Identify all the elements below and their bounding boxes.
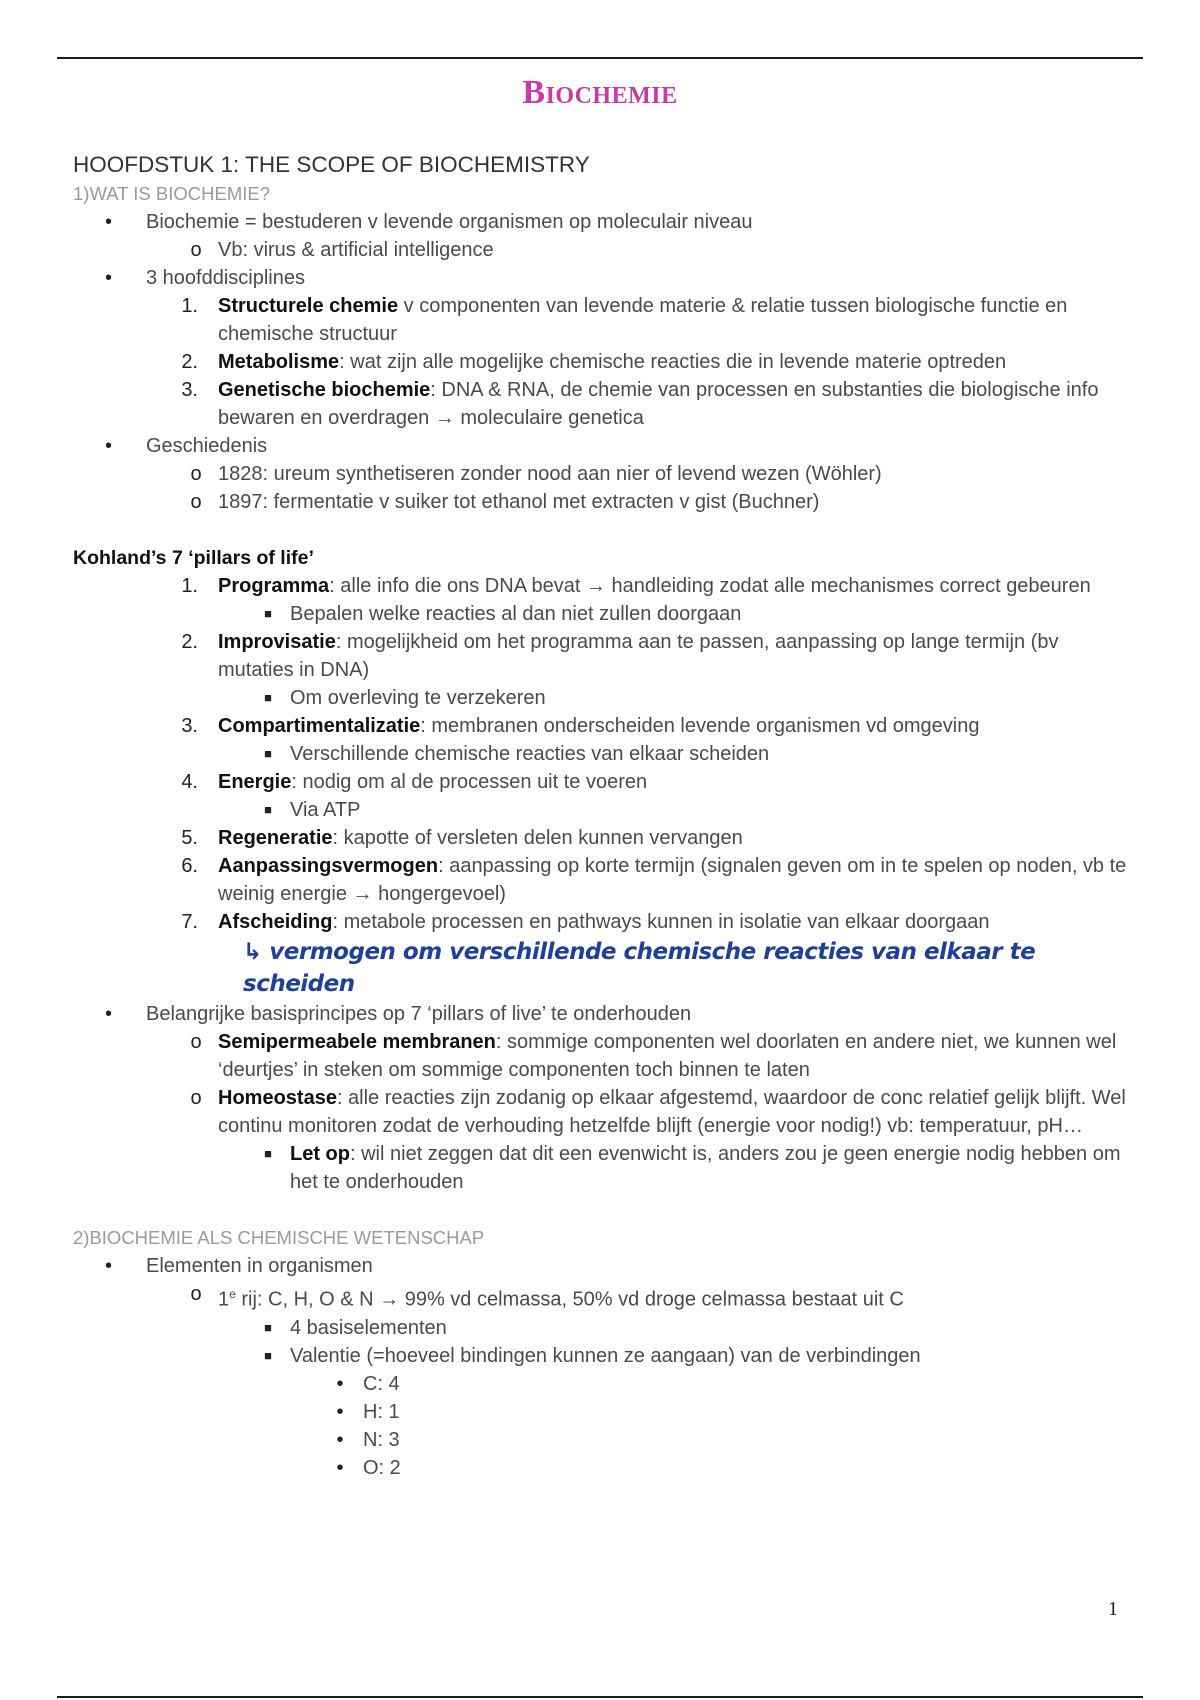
term: Genetische biochemie xyxy=(218,379,431,401)
square-bullet-icon: ■ xyxy=(264,1146,272,1161)
list-item: • C: 4 xyxy=(73,1370,1133,1398)
bullet-icon: • xyxy=(105,267,113,289)
list-item: • Geschiedenis xyxy=(73,432,1133,460)
list-item: 6. Aanpassingsvermogen: aanpassing op korte termijn (signalen geven om in te spelen op noden, vb te weinig energie → hongergevoel) xyxy=(181,855,1127,905)
term: Homeostase xyxy=(218,1087,337,1109)
list-item: o Vb: virus & artificial intelligence xyxy=(73,236,1133,264)
list-item: ■ Let op: wil niet zeggen dat dit een evenwicht is, anders zou je geen energie nodig hebben om het te onderhouden xyxy=(73,1140,1133,1196)
document-title: Biochemie xyxy=(522,74,678,111)
list-item: 1. Structurele chemie v componenten van levende materie & relatie tussen biologische functie en chemische structuur xyxy=(181,295,1068,345)
list-item: • Biochemie = bestuderen v levende organismen op moleculair niveau xyxy=(73,208,1133,236)
bullet-icon: • xyxy=(336,1428,344,1451)
list-item: • H: 1 xyxy=(73,1398,1133,1426)
term: Semipermeabele membranen xyxy=(218,1031,496,1053)
list-item: • Elementen in organismen xyxy=(73,1252,1133,1280)
circle-bullet-icon: o xyxy=(190,1087,202,1109)
handwritten-note: ↳ vermogen om verschillende chemische reacties van elkaar te scheiden xyxy=(243,939,1036,997)
section-heading-1: 1)WAT IS BIOCHEMIE? xyxy=(73,183,271,204)
list-item: 4. Energie: nodig om al de processen uit te voeren xyxy=(181,771,648,793)
square-bullet-icon: ■ xyxy=(264,690,272,705)
term: Afscheiding xyxy=(218,911,333,933)
term: Let op xyxy=(290,1143,350,1165)
bullet-icon: • xyxy=(105,1255,113,1277)
term: Energie xyxy=(218,771,292,793)
square-bullet-icon: ■ xyxy=(264,746,272,761)
bullet-icon: • xyxy=(336,1456,344,1479)
bullet-icon: • xyxy=(336,1400,344,1423)
term: Structurele chemie xyxy=(218,295,399,317)
list-item: o Homeostase: alle reacties zijn zodanig op elkaar afgestemd, waardoor de conc relatief gelijk blijft. Wel continu monitoren zodat de verhouding hetzelfde blijft (energie voor nodig!) vb: temperatuur, pH… xyxy=(73,1084,1133,1140)
circle-bullet-icon: o xyxy=(190,239,202,261)
square-bullet-icon: ■ xyxy=(264,1319,272,1335)
circle-bullet-icon: o xyxy=(190,1031,202,1053)
list-item: • Belangrijke basisprincipes op 7 ‘pillars of live’ te onderhouden xyxy=(73,1000,1133,1028)
circle-bullet-icon: o xyxy=(190,491,202,513)
list-item: 3. Compartimentalizatie: membranen onderscheiden levende organismen vd omgeving xyxy=(181,715,980,737)
list-item: ■ Om overleving te verzekeren xyxy=(73,684,1133,712)
bottom-rule xyxy=(57,1696,1143,1698)
bullet-icon: • xyxy=(105,1003,113,1025)
top-rule xyxy=(57,57,1143,59)
pillars-heading: Kohland’s 7 ‘pillars of life’ xyxy=(73,547,314,569)
bullet-icon: • xyxy=(336,1372,344,1395)
list-item: o 1e rij: C, H, O & N → 99% vd celmassa, 50% vd droge celmassa bestaat uit C xyxy=(73,1280,1133,1314)
page-number: 1 xyxy=(1108,1598,1118,1620)
circle-bullet-icon: o xyxy=(190,1283,202,1305)
list-item: ■ Valentie (=hoeveel bindingen kunnen ze aangaan) van de verbindingen xyxy=(73,1342,1133,1370)
term: Metabolisme xyxy=(218,351,340,373)
list-item: ■ 4 basiselementen xyxy=(73,1314,1133,1342)
list-item: • N: 3 xyxy=(73,1426,1133,1454)
term: Compartimentalizatie xyxy=(218,715,421,737)
list-item: 5. Regeneratie: kapotte of versleten delen kunnen vervangen xyxy=(181,827,743,849)
list-item: o 1897: fermentatie v suiker tot ethanol met extracten v gist (Buchner) xyxy=(73,488,1133,516)
term: Aanpassingsvermogen xyxy=(218,855,439,877)
list-item: ■ Verschillende chemische reacties van elkaar scheiden xyxy=(73,740,1133,768)
list-item: 3. Genetische biochemie: DNA & RNA, de chemie van processen en substanties die biologische info bewaren en overdragen → moleculaire genetica xyxy=(181,379,1099,429)
term: Programma xyxy=(218,575,330,597)
term: Regeneratie xyxy=(218,827,333,849)
square-bullet-icon: ■ xyxy=(264,802,272,817)
bullet-icon: • xyxy=(105,211,113,233)
list-item: 2. Improvisatie: mogelijkheid om het programma aan te passen, aanpassing op lange termijn (bv mutaties in DNA) xyxy=(181,631,1059,681)
list-item: o 1828: ureum synthetiseren zonder nood aan nier of levend wezen (Wöhler) xyxy=(73,460,1133,488)
document-body xyxy=(73,150,1133,1482)
list-item: • 3 hoofddisciplines xyxy=(73,264,1133,292)
bullet-icon: • xyxy=(105,435,113,457)
section-heading-2: 2)BIOCHEMIE ALS CHEMISCHE WETENSCHAP xyxy=(73,1227,485,1248)
list-item: 2. Metabolisme: wat zijn alle mogelijke chemische reacties die in levende materie optreden xyxy=(181,351,1007,373)
list-item: 7. Afscheiding: metabole processen en pathways kunnen in isolatie van elkaar doorgaan xyxy=(181,911,990,933)
term: Improvisatie xyxy=(218,631,336,653)
square-bullet-icon: ■ xyxy=(264,606,272,621)
list-item: o Semipermeabele membranen: sommige componenten wel doorlaten en andere niet, we kunnen wel ‘deurtjes’ in steken om sommige componenten toch binnen te laten xyxy=(73,1028,1133,1084)
circle-bullet-icon: o xyxy=(190,463,202,485)
list-item: ■ Via ATP xyxy=(73,796,1133,824)
list-item: ■ Bepalen welke reacties al dan niet zullen doorgaan xyxy=(73,600,1133,628)
chapter-heading: HOOFDSTUK 1: THE SCOPE OF BIOCHEMISTRY xyxy=(73,152,590,177)
list-item: • O: 2 xyxy=(73,1454,1133,1482)
square-bullet-icon: ■ xyxy=(264,1347,272,1363)
list-item: 1. Programma: alle info die ons DNA bevat → handleiding zodat alle mechanismes correct gebeuren xyxy=(181,575,1091,597)
